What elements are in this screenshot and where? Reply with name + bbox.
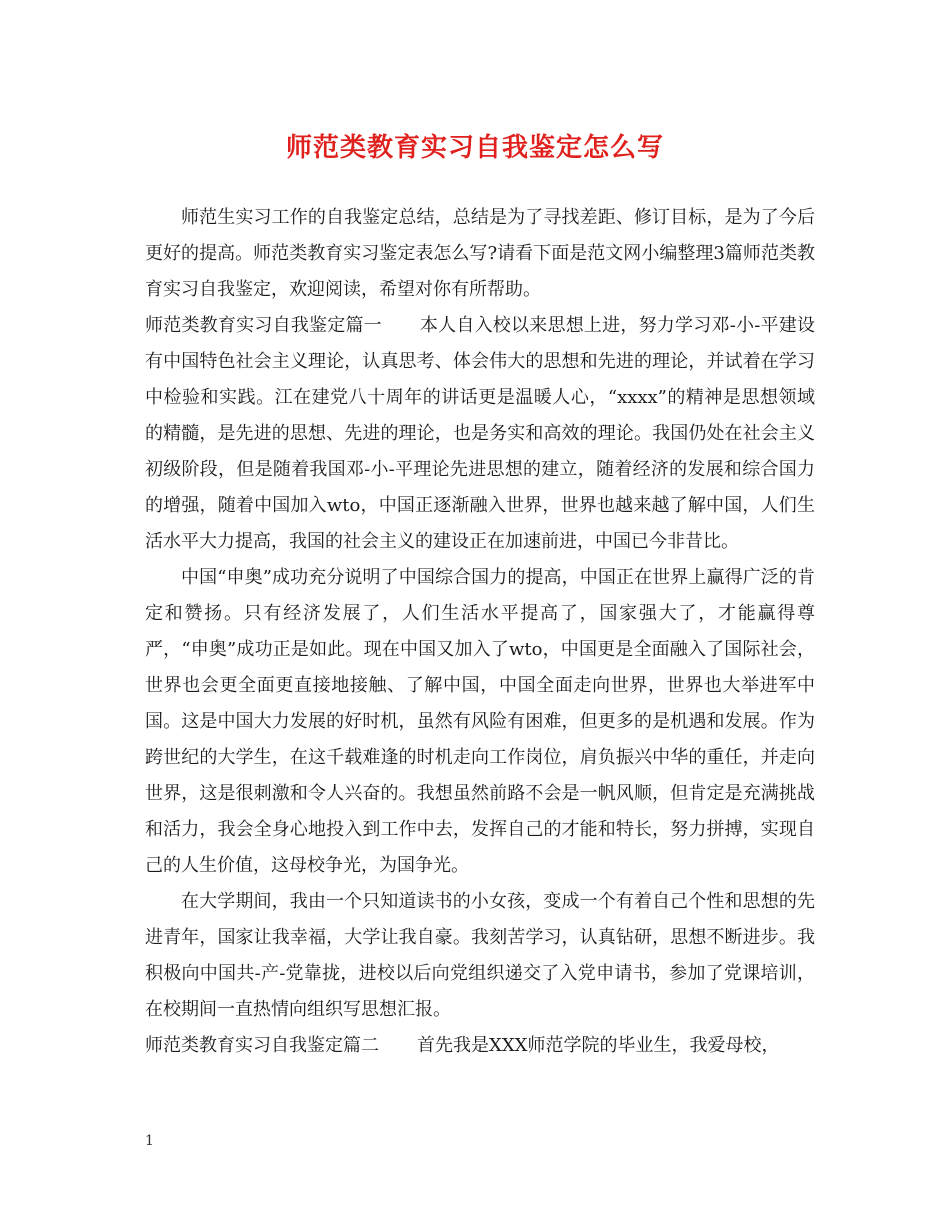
section-two-label: 师范类教育实习自我鉴定篇二	[145, 1035, 379, 1056]
paragraph-three: 在大学期间，我由一个只知道读书的小女孩，变成一个有着自己个性和思想的先进青年，国家让我幸福，大学让我自豪。我刻苦学习，认真钻研，思想不断进步。我积极向中国共-产-党靠拢，进校以后向党组织递交了入党申请书，参加了党课培训，在校期间一直热情向组织写思想汇报。	[145, 891, 815, 1020]
section-two-text: 首先我是XXX师范学院的毕业生，我爱母校，	[417, 1035, 780, 1056]
document-title: 师范类教育实习自我鉴定怎么写	[285, 133, 664, 163]
paragraph-two: 中国“申奥”成功充分说明了中国综合国力的提高，中国正在世界上赢得广泛的肯定和赞扬。只有经济发展了，人们生活水平提高了，国家强大了，才能赢得尊严，“申奥”成功正是如此。现在中国又加入了wto，中国更是全面融入了国际社会，世界也会更全面更直接地接触、了解中国，中国全面走向世界，世界也大举进军中国。这是中国大力发展的好时机，虽然有风险有困难，但更多的是机遇和发展。作为跨世纪的大学生，在这千载难逢的时机走向工作岗位，肩负振兴中华的重任，并走向世界，这是很刺激和令人兴奋的。我想虽然前路不会是一帆风顺，但肯定是充满挑战和活力，我会全身心地投入到工作中去，发挥自己的才能和特长，努力拼搏，实现自己的人生价值，这母校争光，为国争光。	[145, 567, 815, 876]
section-one-label: 师范类教育实习自我鉴定篇一	[145, 315, 382, 336]
section-one-text: 本人自入校以来思想上进，努力学习邓-小-平建设有中国特色社会主义理论，认真思考、体会伟大的思想和先进的理论，并试着在学习中检验和实践。江在建党八十周年的讲话更是温暖人心，“xxxx”的精神是思想领域的精髓，是先进的思想、先进的理论，也是务实和高效的理论。我国仍处在社会主义初级阶段，但是随着我国邓-小-平理论先进思想的建立，随着经济的发展和综合国力的增强，随着中国加入wto，中国正逐渐融入世界，世界也越来越了解中国，人们生活水平大力提高，我国的社会主义的建设正在加速前进，中国已今非昔比。	[145, 315, 815, 552]
intro-paragraph: 师范生实习工作的自我鉴定总结，总结是为了寻找差距、修订目标，是为了今后更好的提高。师范类教育实习鉴定表怎么写?请看下面是范文网小编整理3篇师范类教育实习自我鉴定，欢迎阅读，希望对你有所帮助。	[145, 207, 815, 300]
section-two-paragraph	[145, 1028, 815, 1064]
section-one-paragraph	[145, 308, 815, 560]
page-number: 1	[145, 1133, 154, 1149]
document-body	[145, 200, 815, 1064]
